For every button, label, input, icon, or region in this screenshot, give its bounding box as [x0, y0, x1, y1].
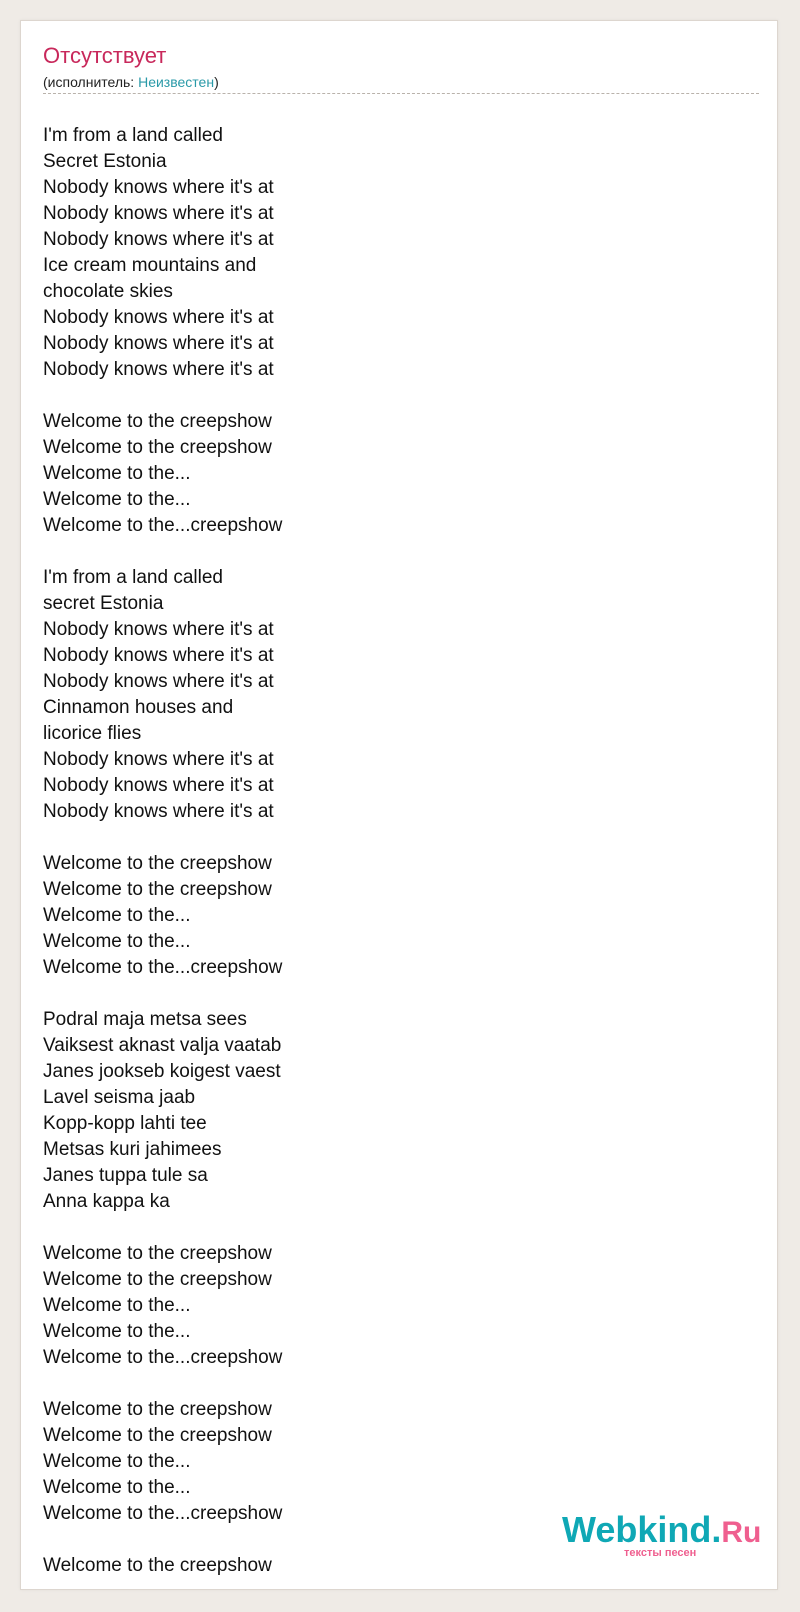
lyric-line: Welcome to the creepshow	[43, 1425, 272, 1446]
lyric-line: Nobody knows where it's at	[43, 619, 274, 640]
artist-prefix: (исполнитель:	[43, 74, 139, 90]
lyric-line: Secret Estonia	[43, 151, 167, 172]
lyric-line: Nobody knows where it's at	[43, 775, 274, 796]
lyric-line: licorice flies	[43, 723, 142, 744]
lyric-line: Welcome to the creepshow	[43, 853, 272, 874]
lyric-line: Nobody knows where it's at	[43, 671, 274, 692]
lyric-line: secret Estonia	[43, 593, 164, 614]
lyrics-text	[43, 123, 603, 1579]
artist-line	[43, 73, 219, 91]
lyric-blank-line	[43, 1371, 603, 1397]
lyric-blank-line	[43, 539, 603, 565]
lyric-line: Nobody knows where it's at	[43, 359, 274, 380]
logo-tld: Ru	[721, 1516, 762, 1549]
lyric-line: Welcome to the...	[43, 1321, 191, 1342]
lyric-line: Ice cream mountains and	[43, 255, 257, 276]
lyric-line: Welcome to the...	[43, 931, 191, 952]
lyric-line: Welcome to the creepshow	[43, 1555, 272, 1576]
lyric-blank-line	[43, 1215, 603, 1241]
lyric-line: I'm from a land called	[43, 567, 223, 588]
song-title: Отсутствует	[43, 43, 167, 68]
logo-brand: Webkind	[562, 1509, 712, 1550]
lyric-line: chocolate skies	[43, 281, 173, 302]
lyric-line: Welcome to the creepshow	[43, 437, 272, 458]
lyric-line: Welcome to the...creepshow	[43, 1503, 283, 1524]
lyric-line: Welcome to the...creepshow	[43, 1347, 283, 1368]
lyric-line: Welcome to the...	[43, 463, 191, 484]
logo-tagline: тексты песен	[624, 1547, 697, 1559]
lyric-line: I'm from a land called	[43, 125, 223, 146]
artist-link[interactable]: Неизвестен	[138, 74, 215, 90]
lyric-line: Nobody knows where it's at	[43, 333, 274, 354]
lyric-line: Welcome to the...creepshow	[43, 515, 283, 536]
lyric-line: Welcome to the...	[43, 1451, 191, 1472]
lyric-line: Welcome to the creepshow	[43, 1243, 272, 1264]
lyric-line: Welcome to the...	[43, 905, 191, 926]
lyric-line: Janes jookseb koigest vaest	[43, 1061, 281, 1082]
lyric-line: Vaiksest aknast valja vaatab	[43, 1035, 282, 1056]
lyric-line: Anna kappa ka	[43, 1191, 170, 1212]
webkind-logo[interactable]	[562, 1510, 772, 1578]
lyric-line: Podral maja metsa sees	[43, 1009, 247, 1030]
lyrics-card	[20, 20, 778, 1590]
lyric-line: Welcome to the creepshow	[43, 1399, 272, 1420]
logo-dot: .	[711, 1509, 722, 1550]
lyric-line: Welcome to the...	[43, 1295, 191, 1316]
lyric-line: Nobody knows where it's at	[43, 229, 274, 250]
artist-suffix: )	[214, 74, 219, 90]
lyric-line: Welcome to the creepshow	[43, 1269, 272, 1290]
lyric-line: Nobody knows where it's at	[43, 307, 274, 328]
lyric-line: Welcome to the...	[43, 1477, 191, 1498]
lyric-line: Welcome to the...creepshow	[43, 957, 283, 978]
lyric-line: Cinnamon houses and	[43, 697, 234, 718]
lyric-line: Welcome to the...	[43, 489, 191, 510]
lyric-line: Nobody knows where it's at	[43, 177, 274, 198]
lyric-blank-line	[43, 981, 603, 1007]
lyric-line: Welcome to the creepshow	[43, 879, 272, 900]
lyric-line: Lavel seisma jaab	[43, 1087, 196, 1108]
lyric-line: Nobody knows where it's at	[43, 203, 274, 224]
lyric-line: Metsas kuri jahimees	[43, 1139, 222, 1160]
lyric-line: Janes tuppa tule sa	[43, 1165, 208, 1186]
lyric-line: Kopp-kopp lahti tee	[43, 1113, 207, 1134]
title-divider	[43, 93, 759, 94]
lyric-blank-line	[43, 1527, 603, 1553]
lyric-line: Nobody knows where it's at	[43, 801, 274, 822]
lyric-line: Welcome to the creepshow	[43, 411, 272, 432]
lyric-blank-line	[43, 383, 603, 409]
lyric-blank-line	[43, 825, 603, 851]
lyric-line: Nobody knows where it's at	[43, 645, 274, 666]
lyric-line: Nobody knows where it's at	[43, 749, 274, 770]
